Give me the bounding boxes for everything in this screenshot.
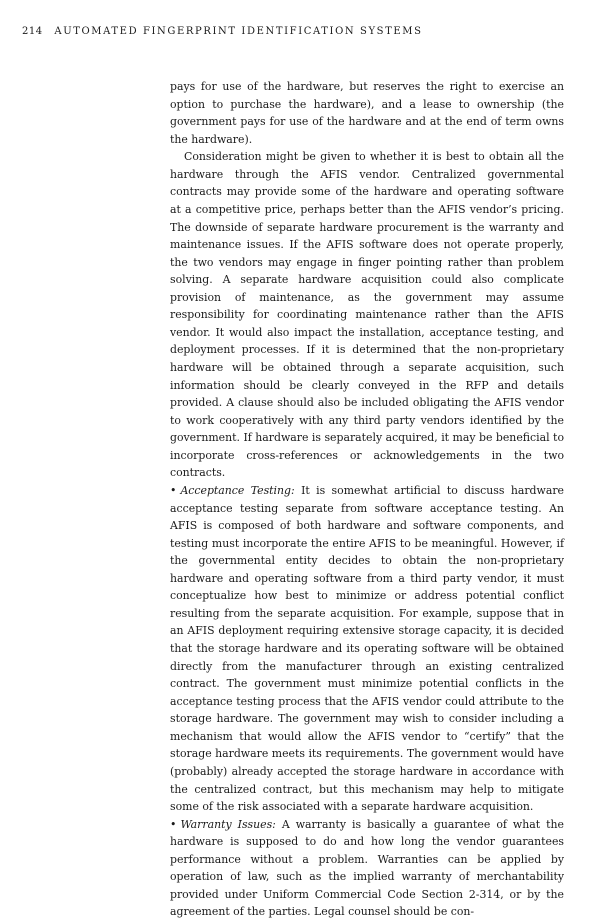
bullet-mark: • (170, 817, 177, 831)
page-number: 214 (22, 26, 43, 37)
body-text (170, 78, 564, 921)
bullet-lead-in: Warranty Issues: (180, 817, 276, 831)
paragraph-continued: pays for use of the hardware, but reserves the right to exercise an option to purchase the hardware), and a lease to ownership (the government pays for use of the hardware and at the end of term owns the hardware). (170, 80, 564, 146)
bullet-warranty-issues (170, 816, 564, 921)
running-title: AUTOMATED FINGERPRINT IDENTIFICATION SYSTEMS (54, 26, 423, 37)
bullet-text: A warranty is basically a guarantee of what the hardware is supposed to do and how long the vendor guarantees performance without a problem. Warranties can be applied by operation of law, such as the implied warranty of merchantability provided under Uniform Commercial Code Section 2-314, or by the agreement of the parties. Legal counsel should be con- (170, 817, 564, 919)
bullet-lead-in: Acceptance Testing: (180, 483, 295, 497)
bullet-acceptance-testing (170, 482, 564, 816)
paragraph-hardware-acquisition: Consideration might be given to whether it is best to obtain all the hardware through the AFIS vendor. Centralized governmental contracts may provide some of the hardware and operating software at a competitive price, perhaps better than the AFIS vendor’s pricing. The downside of separate hardware procurement is the warranty and maintenance issues. If the AFIS software does not operate properly, the two vendors may engage in finger pointing rather than problem solving. A separate hardware acquisition could also complicate provision of maintenance, as the government may assume responsibility for coordinating maintenance rather than the AFIS vendor. It would also impact the installation, acceptance testing, and deployment processes. If it is determined that the non-proprietary hardware will be obtained through a separate acquisition, such information should be clearly conveyed in the RFP and details provided. A clause should also be included obligating the AFIS vendor to work cooperatively with any third party vendors identified by the government. If hardware is separately acquired, it may be beneficial to incorporate cross-references or acknowledgements in the two contracts. (170, 150, 564, 480)
running-head (22, 26, 423, 37)
bullet-mark: • (170, 483, 177, 497)
bullet-text: It is somewhat artificial to discuss hardware acceptance testing separate from software acceptance testing. An AFIS is composed of both hardware and software components, and testing must incorporate the entire AFIS to be meaningful. However, if the governmental entity decides to obtain the non-proprietary hardware and operating software from a third party vendor, it must conceptualize how best to minimize or address potential conflict resulting from the separate acquisition. For example, suppose that in an AFIS deployment requiring extensive storage capacity, it is decided that the storage hardware and its operating software will be obtained directly from the manufacturer through an existing centralized contract. The government must minimize potential conflicts in the acceptance testing process that the AFIS vendor could attribute to the storage hardware. The government may wish to consider including a mechanism that would allow the AFIS vendor to “certify” that the storage hardware meets its requirements. The government would have (probably) already accepted the storage hardware in accordance with the centralized contract, but this mechanism may help to mitigate some of the risk associated with a separate hardware acquisition. (170, 483, 564, 814)
